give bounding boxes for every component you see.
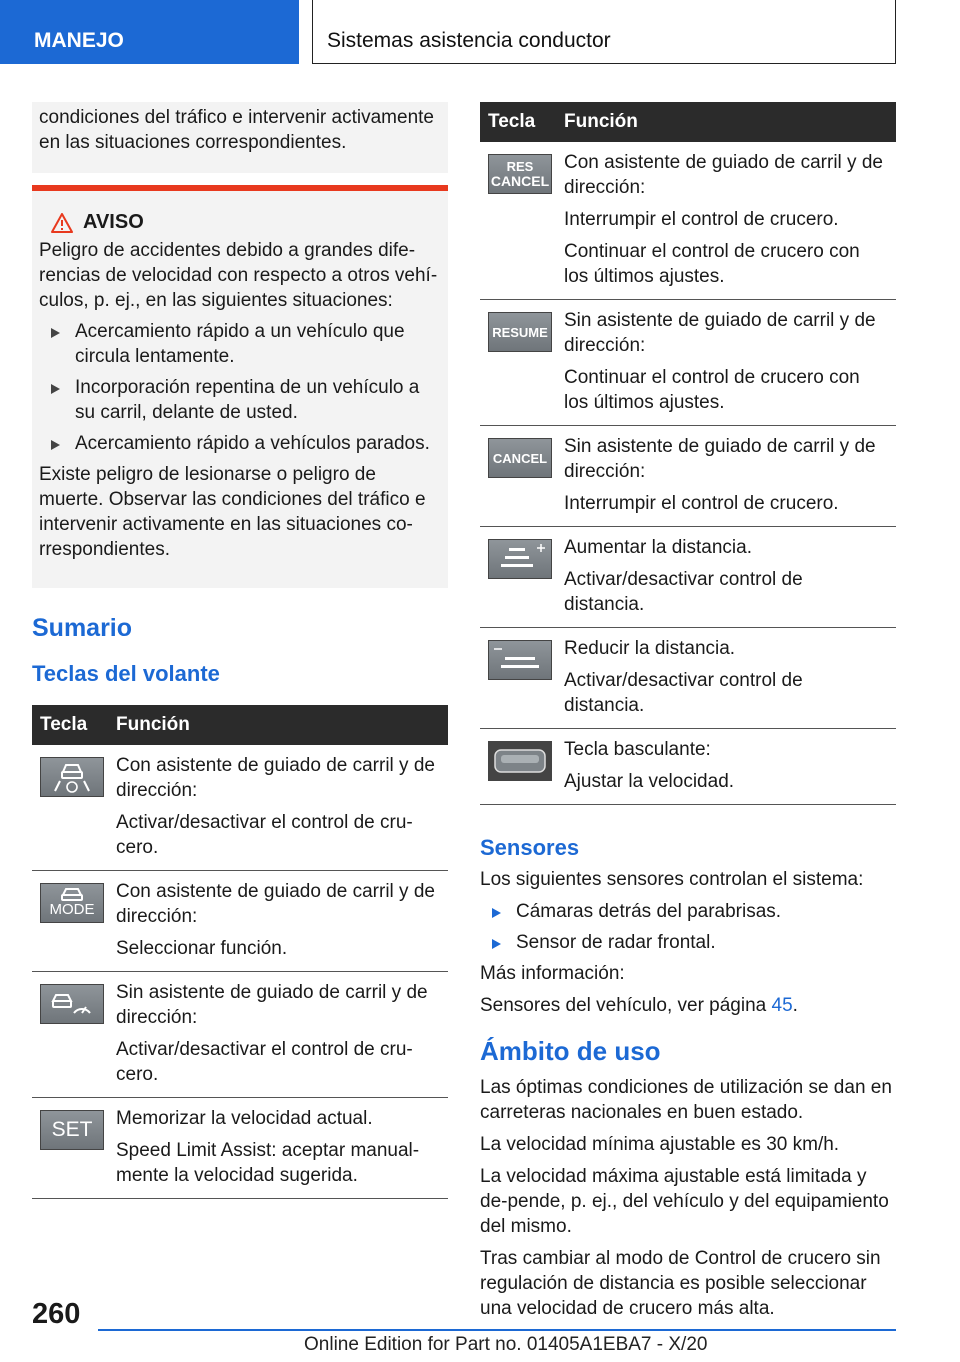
left-column (32, 102, 448, 1199)
sensors-reference: Sensores del vehículo, ver página 45. (480, 995, 798, 1016)
bullet-triangle-icon (51, 328, 60, 338)
table-row: RES CANCEL Con asistente de guiado de carril y de dirección: Interrumpir el control de crucero. Continuar el control de crucero con los últimos ajustes. (480, 142, 896, 300)
column-header-key: Tecla (32, 705, 108, 745)
table-row: Aumentar la distancia. Activar/desactivar control de distancia. (480, 527, 896, 628)
list-item: Sensor de radar frontal. (480, 930, 896, 955)
right-column (480, 102, 896, 1328)
warning-bullets (39, 319, 440, 456)
list-item: Acercamiento rápido a vehículos parados. (39, 431, 440, 456)
table-row: CANCEL Sin asistente de guiado de carril y de dirección: Interrumpir el control de crucero. (480, 426, 896, 527)
scope-paragraph: La velocidad máxima ajustable está limitada y de-pende, p. ej., del vehículo y del equipamiento del mismo. (480, 1166, 889, 1237)
bullet-triangle-icon (51, 384, 60, 394)
warning-text-2: Existe peligro de lesionarse o peligro de muerte. Observar las condiciones del tráfico e intervenir activamente en las situaciones co-rrespondientes. (39, 464, 426, 560)
cancel-button-icon: CANCEL (488, 438, 552, 478)
sensors-list (480, 899, 896, 955)
warning-text-1: Peligro de accidentes debido a grandes dife-rencias de velocidad con respecto a otros vehí-culos, p. ej., en las siguientes situaciones: (39, 240, 438, 311)
table-row: Con asistente de guiado de carril y de dirección: Activar/desactivar el control de cru-cero. (32, 745, 448, 871)
chapter-title: Sistemas asistencia conductor (312, 0, 896, 64)
scope-paragraph: La velocidad mínima ajustable es 30 km/h. (480, 1134, 840, 1155)
steering-keys-table-continued (480, 102, 896, 805)
lane-assist-icon (40, 757, 104, 797)
table-row: Tecla basculante: Ajustar la velocidad. (480, 729, 896, 805)
column-header-function: Función (108, 705, 448, 745)
list-item: Cámaras detrás del parabrisas. (480, 899, 896, 924)
warning-header (51, 211, 440, 234)
resume-button-icon: RESUME (488, 312, 552, 352)
cruise-control-icon (40, 984, 104, 1024)
page-number: 260 (32, 1298, 81, 1330)
intro-text: condiciones del tráfico e intervenir activamente en las situaciones correspondientes. (39, 107, 434, 153)
more-info-label: Más información: (480, 963, 625, 984)
section-heading: Sumario (32, 614, 133, 642)
set-button-icon (40, 1110, 104, 1150)
column-header-key: Tecla (480, 102, 556, 142)
list-item: Incorporación repentina de un vehículo a su carril, delante de usted. (39, 375, 440, 425)
res-cancel-button-icon: RES CANCEL (488, 154, 552, 194)
subsection-heading: Teclas del volante (32, 661, 220, 686)
page-link[interactable]: 45 (771, 995, 793, 1016)
steering-keys-table (32, 705, 448, 1199)
table-header-row (480, 102, 896, 142)
mode-label: MODE (49, 901, 95, 918)
column-header-function: Función (556, 102, 896, 142)
section-tab: MANEJO (0, 0, 299, 64)
bullet-triangle-icon (51, 440, 60, 450)
scope-heading: Ámbito de uso (480, 1036, 661, 1066)
bullet-triangle-icon (492, 908, 501, 918)
footer-divider (98, 1329, 896, 1331)
rocker-switch-icon (488, 741, 552, 781)
warning-triangle-icon (51, 213, 73, 233)
list-item: Acercamiento rápido a un vehículo que circula lentamente. (39, 319, 440, 369)
table-row: Reducir la distancia. Activar/desactivar control de distancia. (480, 628, 896, 729)
distance-increase-icon (488, 539, 552, 579)
footer-edition: Online Edition for Part no. 01405A1EBA7 - X/20 (304, 1334, 708, 1355)
set-label: SET (51, 1118, 93, 1141)
warning-box (32, 185, 448, 588)
warning-title: AVISO (83, 211, 144, 233)
sensors-intro: Los siguientes sensores controlan el sistema: (480, 869, 864, 890)
scope-paragraph: Las óptimas condiciones de utilización se dan en carreteras nacionales en buen estado. (480, 1077, 892, 1123)
bullet-triangle-icon (492, 939, 501, 949)
table-row: SET Memorizar la velocidad actual. Speed Limit Assist: aceptar manual-mente la velocidad sugerida. (32, 1098, 448, 1199)
table-row: Sin asistente de guiado de carril y de dirección: Activar/desactivar el control de cru-cero. (32, 972, 448, 1098)
sensors-heading: Sensores (480, 835, 580, 860)
table-row: MODE Con asistente de guiado de carril y de dirección: Seleccionar función. (32, 871, 448, 972)
scope-paragraph: Tras cambiar al modo de Control de crucero sin regulación de distancia es posible seleccionar una velocidad de crucero más alta. (480, 1248, 881, 1319)
intro-box (32, 102, 448, 173)
table-header-row (32, 705, 448, 745)
distance-decrease-icon (488, 640, 552, 680)
table-row: RESUME Sin asistente de guiado de carril y de dirección: Continuar el control de crucero con los últimos ajustes. (480, 300, 896, 426)
mode-button-icon (40, 883, 104, 923)
